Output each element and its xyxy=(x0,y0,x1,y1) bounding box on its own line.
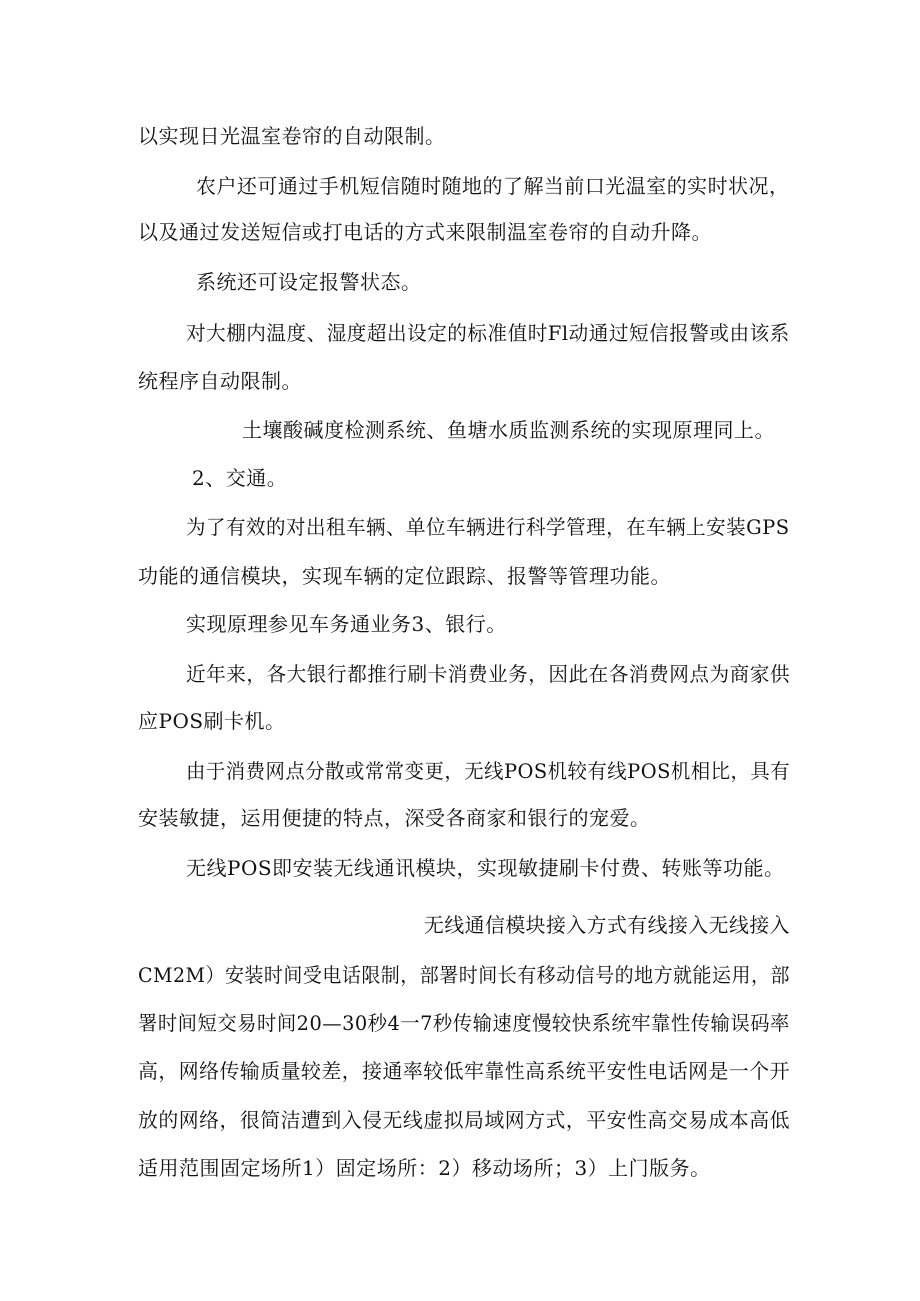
paragraph-line: 适用范围固定场所1）固定场所：2）移动场所；3）上门版务。 xyxy=(138,1156,711,1180)
paragraph-line: 农户还可通过手机短信随时随地的了解当前口光温室的实时状况， xyxy=(196,174,790,198)
paragraph-line: 无线通信模块接入方式有线接入无线接入 xyxy=(424,913,791,937)
paragraph-line: 对大棚内温度、湿度超出设定的标准值时Fl动通过短信报警或由该系 xyxy=(186,321,790,345)
paragraph-line: 功能的通信模块，实现车辆的定位跟踪、报警等管理功能。 xyxy=(138,564,671,588)
paragraph-line: 无线POS即安装无线通讯模块，实现敏捷刷卡付费、转账等功能。 xyxy=(186,856,785,880)
paragraph-line: 系统还可设定报警状态。 xyxy=(196,270,422,294)
paragraph-line: 放的网络，很简洁遭到入侵无线虚拟局域网方式，平安性高交易成本高低 xyxy=(138,1108,790,1132)
paragraph-line: 高，网络传输质量较差，接通率较低牢靠性高系统平安性电话网是一个开 xyxy=(138,1059,790,1083)
paragraph-line: 土壤酸碱度检测系统、鱼塘水质监测系统的实现原理同上。 xyxy=(242,418,775,442)
paragraph-line: 安装敏捷，运用便捷的特点，深受各商家和银行的宠爱。 xyxy=(138,806,651,830)
paragraph-line: 以实现日光温室卷帘的自动限制。 xyxy=(138,124,446,148)
paragraph-line: 实现原理参见车务通业务3、银行。 xyxy=(186,612,507,636)
paragraph-line: 为了有效的对出租车辆、单位车辆进行科学管理，在车辆上安装GPS xyxy=(186,515,790,539)
paragraph-line: 以及通过发送短信或打电话的方式来限制温室卷帘的自动升降。 xyxy=(138,220,712,244)
paragraph-line: 近年来，各大银行都推行刷卡消费业务，因此在各消费网点为商家供 xyxy=(186,662,790,686)
paragraph-line: 由于消费网点分散或常常变更，无线POS机较有线POS机相比，具有 xyxy=(186,759,791,783)
paragraph-line: 署时间短交易时间20—30秒4一7秒传输速度慢较快系统牢靠性传输误码率 xyxy=(138,1011,790,1035)
paragraph-line: 应POS刷卡机。 xyxy=(138,709,286,733)
section-heading: 2、交通。 xyxy=(192,466,288,490)
paragraph-line: CM2M）安装时间受电话限制，部署时间长有移动信号的地方就能运用，部 xyxy=(138,963,790,987)
paragraph-line: 统程序自动限制。 xyxy=(138,369,302,393)
